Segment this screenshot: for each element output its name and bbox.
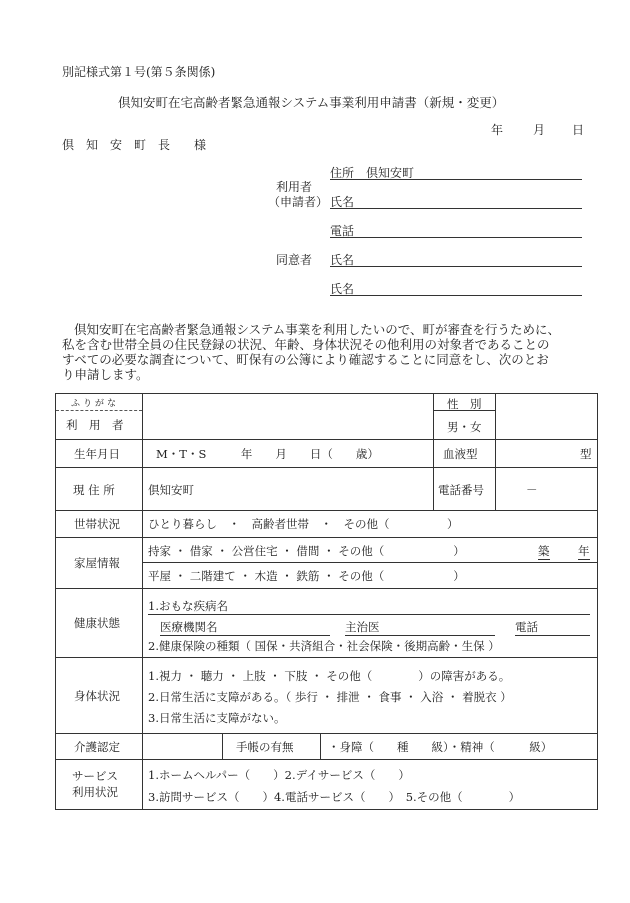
daily-life-no-difficulty[interactable]: 3.日常生活に支障がない。 [148, 711, 286, 725]
addressee: 倶 知 安 町 長 様 [62, 138, 207, 152]
housing-age-label: 築 [538, 544, 550, 558]
applicant-name-label: 氏名 [330, 195, 355, 209]
hospital-field[interactable] [160, 619, 330, 636]
daily-life-difficulty-options[interactable]: 2.日常生活に支障がある。（ 歩行 ・ 排泄 ・ 食事 ・ 入浴 ・ 着脱衣 ） [148, 690, 512, 704]
physical-impairment-options[interactable]: 1.視力 ・ 聴力 ・ 上肢 ・ 下肢 ・ その他（ ）の障害がある。 [148, 669, 511, 683]
date-day-label: 日 [572, 123, 585, 137]
consent-line-2: 私を含む世帯全員の住民登録の状況、年齢、身体状況その他利用の対象者であることの [62, 337, 550, 352]
physical-label: 身体状況 [74, 689, 120, 703]
phone-label: 電話番号 [438, 483, 484, 497]
care-certification-label: 介護認定 [74, 740, 120, 754]
handbook-options[interactable]: ・身障（ 種 級）・精神（ 級） [328, 740, 553, 754]
applicant-label: 利用者 [276, 180, 313, 194]
phone-field[interactable]: － [526, 483, 538, 497]
address-field[interactable]: 倶知安町 [148, 483, 194, 497]
applicant-label-sub: （申請者） [268, 195, 329, 209]
applicant-address-field[interactable] [330, 164, 582, 180]
health-label: 健康状態 [74, 616, 120, 630]
applicant-phone-field[interactable] [330, 222, 582, 238]
disease-field[interactable] [148, 598, 590, 615]
form-code: 別記様式第１号(第５条関係) [62, 65, 216, 79]
service-label-sub: 利用状況 [72, 785, 118, 799]
disease-label: 1.おもな疾病名 [148, 599, 228, 613]
care-certification-field[interactable] [143, 734, 221, 759]
gender-label: 性 別 [447, 397, 482, 411]
form-title: 倶知安町在宅高齢者緊急通報システム事業利用申請書（新規・変更） [118, 95, 505, 110]
doctor-field[interactable] [345, 619, 495, 636]
consent-statement [62, 322, 602, 382]
user-label: 利 用 者 [66, 418, 124, 432]
housing-ownership-options[interactable]: 持家 ・ 借家 ・ 公営住宅 ・ 借間 ・ その他（ ） [148, 544, 465, 558]
address-label: 現 住 所 [73, 483, 115, 497]
birthdate-field[interactable]: M・T・S 年 月 日（ 歳） [156, 447, 379, 461]
consenter-name-label-1: 氏名 [330, 253, 355, 267]
housing-label: 家屋情報 [74, 556, 120, 570]
blood-type-suffix[interactable]: 型 [580, 447, 592, 461]
household-options[interactable]: ひとり暮らし ・ 高齢者世帯 ・ その他（ ） [148, 517, 459, 531]
consenter-name-label-2: 氏名 [330, 282, 355, 296]
consenter-name-field-2[interactable] [330, 280, 582, 296]
blood-type-label: 血液型 [443, 447, 478, 461]
birthdate-label: 生年月日 [74, 447, 120, 461]
gender-options[interactable]: 男・女 [447, 420, 482, 434]
user-name-field[interactable] [143, 394, 432, 439]
consenter-label: 同意者 [276, 253, 313, 267]
applicant-phone-label: 電話 [330, 224, 355, 238]
hospital-label: 医療機関名 [160, 620, 218, 634]
service-label: サービス [72, 769, 118, 783]
housing-age-unit[interactable]: 年 [578, 544, 590, 558]
date-year-label: 年 [491, 123, 504, 137]
applicant-address-label: 住所 倶知安町 [330, 166, 415, 180]
service-options-row1[interactable]: 1.ホームヘルパー（ ）2.デイサービス（ ） [148, 768, 410, 782]
applicant-name-field[interactable] [330, 193, 582, 209]
handbook-label: 手帳の有無 [236, 740, 294, 754]
doctor-phone-label: 電話 [515, 620, 538, 634]
household-label: 世帯状況 [74, 517, 120, 531]
consent-line-3: すべての必要な調査について、町保有の公簿により確認することに同意をし、次のとお [62, 352, 549, 367]
service-options-row2[interactable]: 3.訪問サービス（ ）4.電話サービス（ ） 5.その他（ ） [148, 790, 521, 804]
housing-structure-options[interactable]: 平屋 ・ 二階建て ・ 木造 ・ 鉄筋 ・ その他（ ） [148, 569, 465, 583]
doctor-label: 主治医 [345, 620, 380, 634]
consent-line-4: り申請します。 [62, 367, 149, 382]
date-month-label: 月 [533, 123, 546, 137]
consenter-name-field-1[interactable] [330, 251, 582, 267]
furigana-label: ふりがな [71, 399, 120, 409]
insurance-options[interactable]: 2.健康保険の種類（ 国保・共済組合・社会保険・後期高齢・生保 ） [148, 639, 500, 653]
doctor-phone-field[interactable] [515, 619, 590, 636]
consent-line-1: 倶知安町在宅高齢者緊急通報システム事業を利用したいので、町が審査を行うために、 [74, 322, 561, 337]
